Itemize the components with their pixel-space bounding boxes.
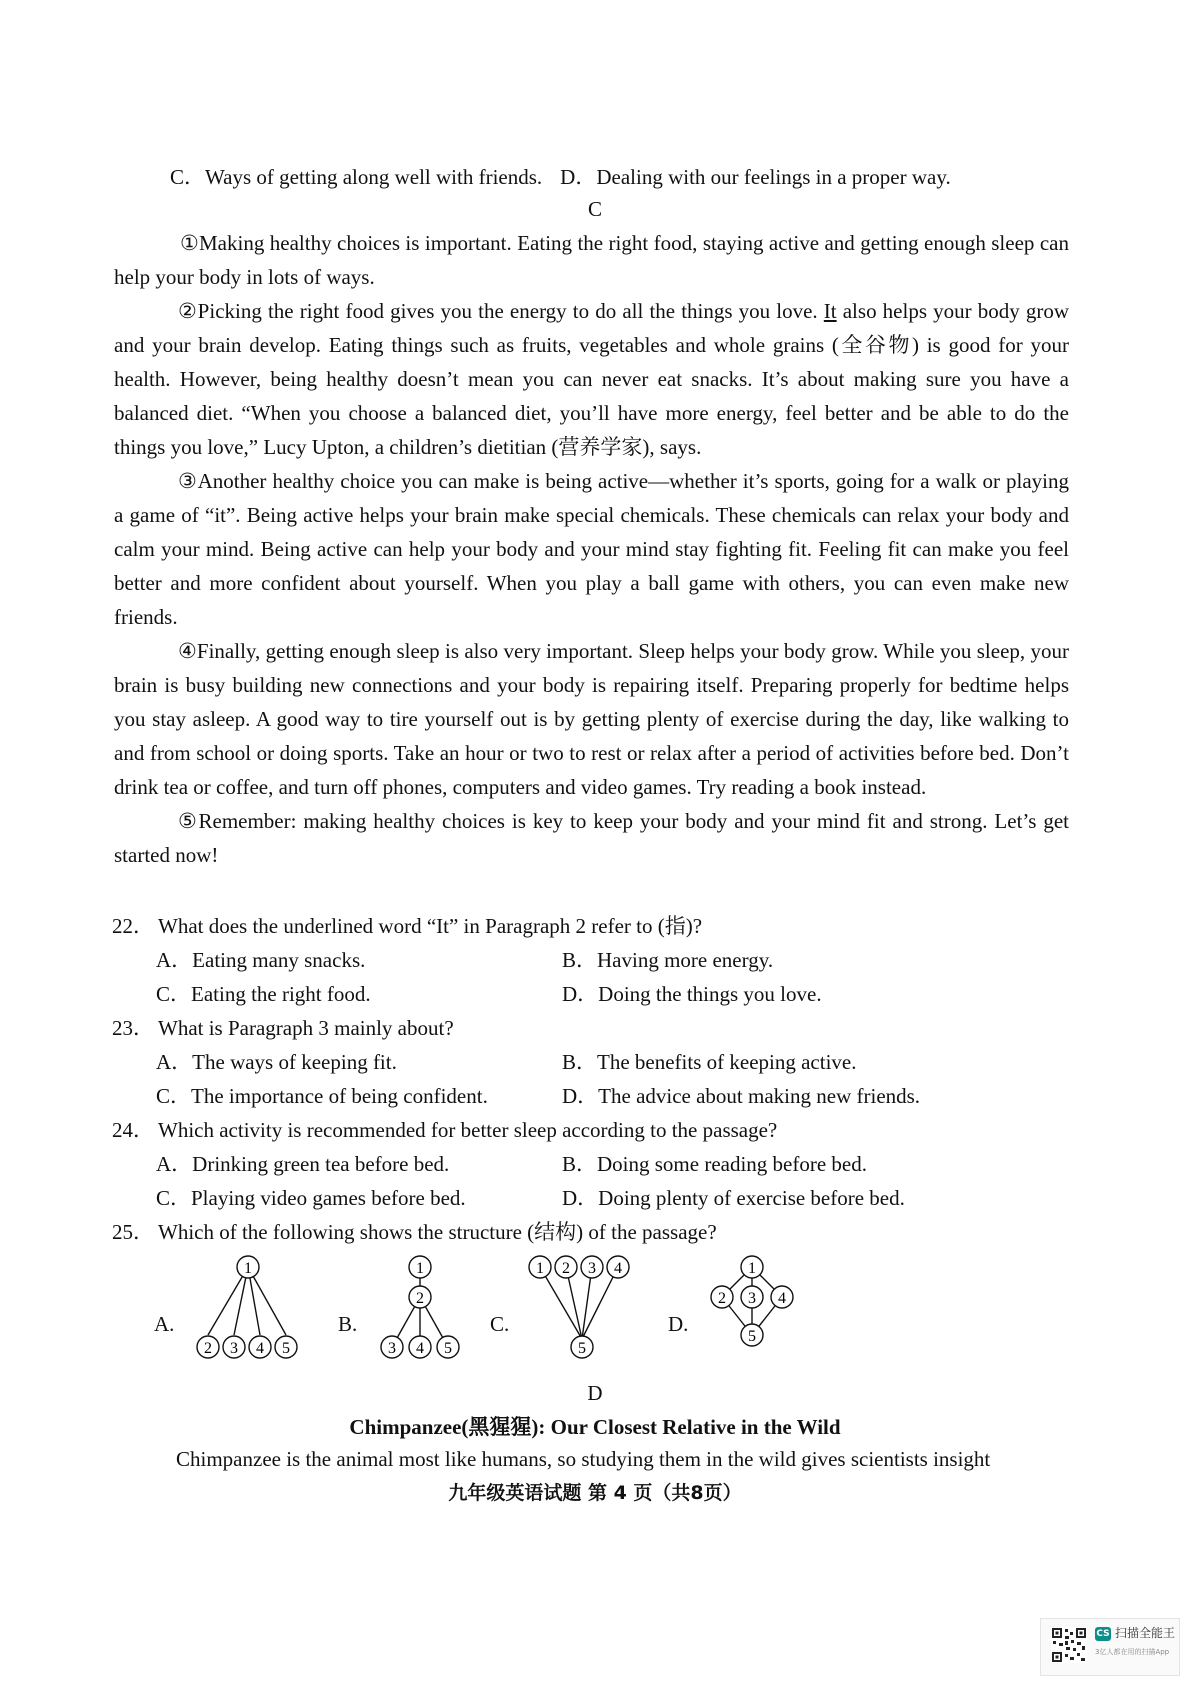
options-row (112, 1079, 1072, 1113)
question-list (112, 909, 1072, 1249)
node-1: 1 (748, 1260, 756, 1277)
scanner-app-name: 扫描全能王 (1115, 1626, 1176, 1640)
option-c: C．Ways of getting along well with friends. (170, 165, 543, 189)
paragraph-5: ⑤Remember: making healthy choices is key to keep your body and your mind fit and strong. Let’s get started now! (114, 809, 1069, 867)
diagram-d (702, 1255, 812, 1385)
node-3: 3 (388, 1340, 396, 1357)
passage-d-intro: Chimpanzee is the animal most like humans, so studying them in the wild gives scientists insight (176, 1447, 991, 1471)
node-1: 1 (244, 1260, 252, 1277)
section-heading-d: D (587, 1381, 603, 1405)
option: D．The advice about making new friends. (562, 1084, 921, 1108)
paragraph-2: ②Picking the right food gives you the energy to do all the things you love. It also helps your body grow and your brain develop. Eating things such as fruits, vegetables and whole grains (全谷物) is good for your health. However, being healthy doesn’t mean you can never eat snacks. It’s about making sure you have a balanced diet. “When you choose a balanced diet, you’ll have more energy, feel better and be able to do the things you love,” Lucy Upton, a children’s dietitian (营养学家), says. (114, 299, 1069, 459)
options-row (112, 1147, 1072, 1181)
diagram-b (368, 1255, 478, 1385)
node-5: 5 (748, 1328, 756, 1345)
question-24: 24． Which activity is recommended for better sleep according to the passage? (112, 1118, 778, 1142)
paragraph-4: ④Finally, getting enough sleep is also very important. Sleep helps your body grow. While you sleep, your brain is busy building new connections and your body is repairing itself. Preparing properly for bedtime helps you stay asleep. A good way to tire yourself out is by getting plenty of exercise during the day, like walking to and from school or doing sports. Take an hour or two to rest or relax after a period of activities before bed. Don’t drink tea or coffee, and turn off phones, computers and video games. Try reading a book instead. (114, 639, 1069, 799)
node-4: 4 (778, 1290, 786, 1307)
diagram-label-b: B. (338, 1312, 358, 1336)
option: D．Doing plenty of exercise before bed. (562, 1186, 905, 1210)
node-2: 2 (416, 1290, 424, 1307)
scanner-tagline: 3亿人都在用的扫描App (1095, 1648, 1170, 1656)
node-2: 2 (562, 1260, 570, 1277)
node-3: 3 (748, 1290, 756, 1307)
page-footer: 九年级英语试题 第 4 页（共8页） (448, 1482, 742, 1504)
underlined-word: It (823, 299, 837, 323)
diagram-label-c: C. (490, 1312, 510, 1336)
node-4: 4 (614, 1260, 622, 1277)
previous-question-options (170, 160, 951, 194)
options-row (112, 977, 1072, 1011)
cs-logo-icon: CS (1096, 1629, 1110, 1639)
option: A．Eating many snacks. (156, 948, 366, 972)
node-4: 4 (416, 1340, 424, 1357)
question-22: 22． What does the underlined word “It” in Paragraph 2 refer to (指)? (112, 914, 703, 938)
node-1: 1 (416, 1260, 424, 1277)
option: A．Drinking green tea before bed. (156, 1152, 450, 1176)
passage-c (114, 226, 1069, 872)
node-3: 3 (588, 1260, 596, 1277)
diagram-c (526, 1255, 646, 1385)
structure-diagrams (150, 1255, 1050, 1375)
node-5: 5 (578, 1340, 586, 1357)
option: D．Doing the things you love. (562, 982, 822, 1006)
options-row (112, 1181, 1072, 1215)
node-4: 4 (256, 1340, 264, 1357)
node-3: 3 (230, 1340, 238, 1357)
section-heading-c: C (587, 197, 602, 221)
node-2: 2 (204, 1340, 212, 1357)
option: B．Doing some reading before bed. (562, 1152, 868, 1176)
option: C．Playing video games before bed. (156, 1186, 466, 1210)
node-5: 5 (444, 1340, 452, 1357)
qr-code-icon (1051, 1627, 1087, 1663)
option: C．Eating the right food. (156, 982, 371, 1006)
node-2: 2 (718, 1290, 726, 1307)
option: B．Having more energy. (562, 948, 774, 972)
options-row (112, 1045, 1072, 1079)
question-25: 25． Which of the following shows the structure (结构) of the passage? (112, 1220, 717, 1244)
option: A．The ways of keeping fit. (156, 1050, 397, 1074)
diagram-a (190, 1255, 310, 1385)
options-row (112, 943, 1072, 977)
diagram-label-d: D. (668, 1312, 689, 1336)
paragraph-1: ①Making healthy choices is important. Eating the right food, staying active and getting enough sleep can help your body in lots of ways. (114, 231, 1069, 289)
diagram-label-a: A. (154, 1312, 175, 1336)
option: C．The importance of being confident. (156, 1084, 488, 1108)
question-23: 23． What is Paragraph 3 mainly about? (112, 1016, 454, 1040)
scanner-watermark (1040, 1618, 1180, 1676)
option: B．The benefits of keeping active. (562, 1050, 857, 1074)
paragraph-3: ③Another healthy choice you can make is being active—whether it’s sports, going for a walk or playing a game of “it”. Being active helps your brain make special chemicals. These chemicals can relax your body and calm your mind. Being active can help your body and your mind stay fighting fit. Feeling fit can make you feel better and more confident about yourself. When you play a ball game with others, you can even make new friends. (114, 469, 1069, 629)
node-1: 1 (536, 1260, 544, 1277)
passage-d-title: Chimpanzee(黑猩猩): Our Closest Relative in the Wild (349, 1415, 841, 1439)
node-5: 5 (282, 1340, 290, 1357)
option-d: D．Dealing with our feelings in a proper way. (560, 165, 951, 189)
